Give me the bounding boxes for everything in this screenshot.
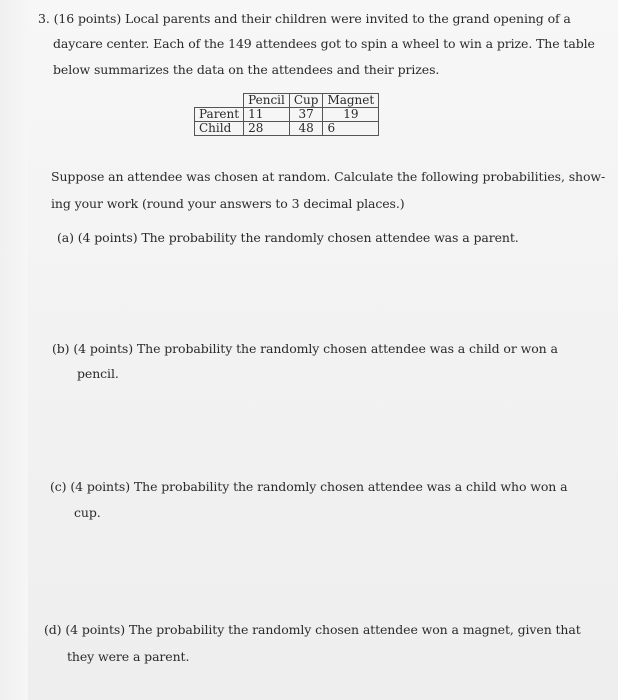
- part-d-question-line-1: (d) (4 points) The probability the randomly chosen attendee won a magnet, given that: [44, 622, 581, 637]
- intro-line-1: 3. (16 points) Local parents and their children were invited to the grand opening of a: [38, 11, 571, 26]
- setup-line-1: Suppose an attendee was chosen at random. Calculate the following probabilities, show-: [51, 169, 606, 184]
- part-c-question-line-1: (c) (4 points) The probability the randomly chosen attendee was a child who won a: [50, 479, 568, 494]
- table-row: [195, 108, 379, 122]
- part-c-question-line-2: cup.: [74, 505, 101, 520]
- setup-line-2: ing your work (round your answers to 3 decimal places.): [51, 196, 405, 211]
- attendee-prize-table: [194, 93, 379, 136]
- table-corner: [195, 94, 244, 108]
- table-row: [195, 122, 379, 136]
- intro-line-2: daycare center. Each of the 149 attendees got to spin a wheel to win a prize. The table: [53, 36, 595, 51]
- part-b-question-line-1: (b) (4 points) The probability the randomly chosen attendee was a child or won a: [52, 341, 558, 356]
- part-a-question: (a) (4 points) The probability the randomly chosen attendee was a parent.: [57, 230, 519, 245]
- part-d-question-line-2: they were a parent.: [67, 649, 190, 664]
- cell-parent-magnet: 19: [323, 108, 379, 122]
- table-header-row: [195, 94, 379, 108]
- cell-child-magnet: 6: [323, 122, 379, 136]
- cell-child-pencil: 28: [244, 122, 290, 136]
- row-label-parent: Parent: [195, 108, 244, 122]
- column-header-cup: Cup: [289, 94, 323, 108]
- intro-line-3: below summarizes the data on the attendees and their prizes.: [53, 62, 440, 77]
- row-label-child: Child: [195, 122, 244, 136]
- cell-parent-pencil: 11: [244, 108, 290, 122]
- page-margin: [0, 0, 28, 700]
- cell-parent-cup: 37: [289, 108, 323, 122]
- column-header-pencil: Pencil: [244, 94, 290, 108]
- column-header-magnet: Magnet: [323, 94, 379, 108]
- cell-child-cup: 48: [289, 122, 323, 136]
- part-b-question-line-2: pencil.: [77, 366, 119, 381]
